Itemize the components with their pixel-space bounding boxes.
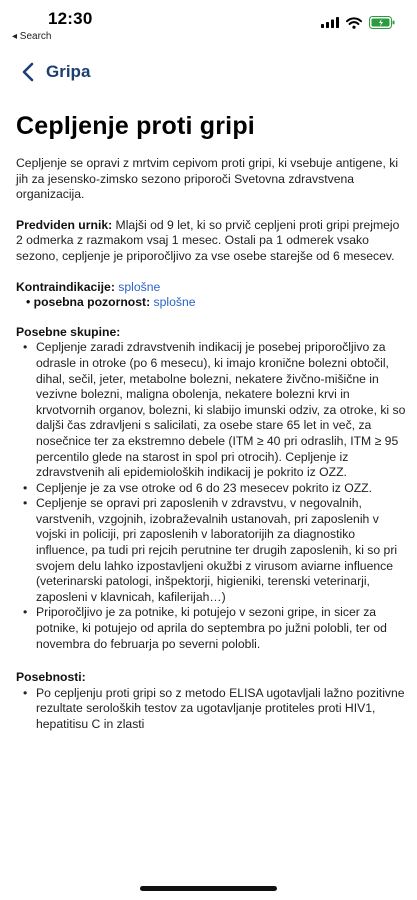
page-title: Cepljenje proti gripi <box>16 112 255 140</box>
intro-paragraph: Cepljenje se opravi z mrtvim cepivom proti gripi, ki vsebuje antigene, ki jih za jesensko-zimsko sezono priporoči Svetovna zdravstvena organizacija. <box>16 156 399 202</box>
list-item: • Cepljenje zaradi zdravstvenih indikacij je posebej priporočljivo za odrasle in otroke (po 6 mesecu), ki imajo kronične bolezni obtočil, dihal, sečil, jeter, metabolne bolezni, nekatere živčno-mišične in vezivne bolezni, maligna obolenja, nekatere bolezni krvi in krvotvornih organov, bolezni, ki slabijo imunski odziv, za otroke, ki so daljši čas zdravljeni s salicilati, za osebe stare 65 let in več, za nosečnice ter za ekstremno debele (ITM ≥ 40 pri odraslih, ITM ≥ 95 percentilo glede na starost in spol pri otrocih). Cepljenje iz zdravstvenih ali epidemioloških indikacij je pokrito iz OZZ. <box>16 340 406 480</box>
special-attention-bullet: • <box>26 295 31 310</box>
back-button-label: Gripa <box>46 62 91 81</box>
notes-title: Posebnosti: <box>16 670 86 685</box>
notes-list <box>16 686 406 733</box>
chevron-left-icon <box>22 62 34 82</box>
contraindications-link[interactable]: splošne <box>118 279 161 294</box>
list-item: • Cepljenje je za vse otroke od 6 do 23 mesecev pokrito iz OZZ. <box>16 481 406 497</box>
schedule-paragraph <box>16 218 406 265</box>
status-bar <box>0 0 417 44</box>
contraindications-row <box>16 280 406 296</box>
article-content <box>16 156 406 733</box>
list-item: • Po cepljenju proti gripi so z metodo ELISA ugotavljali lažno pozitivne rezultate seroloških testov za ugotavljanje protiteles proti HIV1, hepatitisu C in zlasti <box>16 686 406 733</box>
contraindications-label: Kontraindikacije: <box>16 279 115 294</box>
status-time: 12:30 <box>48 9 93 28</box>
special-groups-title: Posebne skupine: <box>16 324 121 339</box>
schedule-label: Predviden urnik: <box>16 217 113 232</box>
special-attention-link[interactable]: splošne <box>153 295 196 310</box>
home-indicator[interactable] <box>140 886 277 891</box>
back-button[interactable] <box>22 62 90 82</box>
list-item: • Priporočljivo je za potnike, ki potujejo v sezoni gripe, in sicer za potnike, ki potujejo od aprila do septembra po južni polobli, ter od novembra do februarja po severni polobli. <box>16 605 406 652</box>
contraindications-block <box>16 280 406 311</box>
battery-icon <box>369 16 395 29</box>
special-attention-row <box>16 295 406 311</box>
status-back-to-search[interactable]: ◂ Search <box>12 31 52 42</box>
schedule-text: Mlajši od 9 let, ki so prvič cepljeni proti gripi prejmejo 2 odmerka z razmakom vsaj 1 mesec. Ostali pa 1 odmerek vsako sezono, cepljenje je priporočljivo za vse osebe starejše od 6 mesecev. <box>16 217 400 263</box>
special-groups-list <box>16 340 406 652</box>
navigation-bar <box>0 62 417 94</box>
status-icons <box>321 16 395 29</box>
wifi-icon <box>346 17 362 29</box>
signal-icon <box>321 17 339 28</box>
special-attention-label: posebna pozornost: <box>33 295 151 310</box>
list-item: • Cepljenje se opravi pri zaposlenih v zdravstvu, v negovalnih, varstvenih, vzgojnih, izobraževalnih ustanovah, pri zaposlenih v vojski in policiji, pri zaposlenih v laboratorijih za diagnostiko influence, pa tudi pri rejcih perutnine ter drugih zaposlenih, ki so pri svojem delu lahko izpostavljeni okužbi z virusom aviarne influence (veterinarski patologi, inšpektorji, higieniki, terenski veterinarji, zaposleni v klavnicah, kafilerijah…) <box>16 496 406 605</box>
